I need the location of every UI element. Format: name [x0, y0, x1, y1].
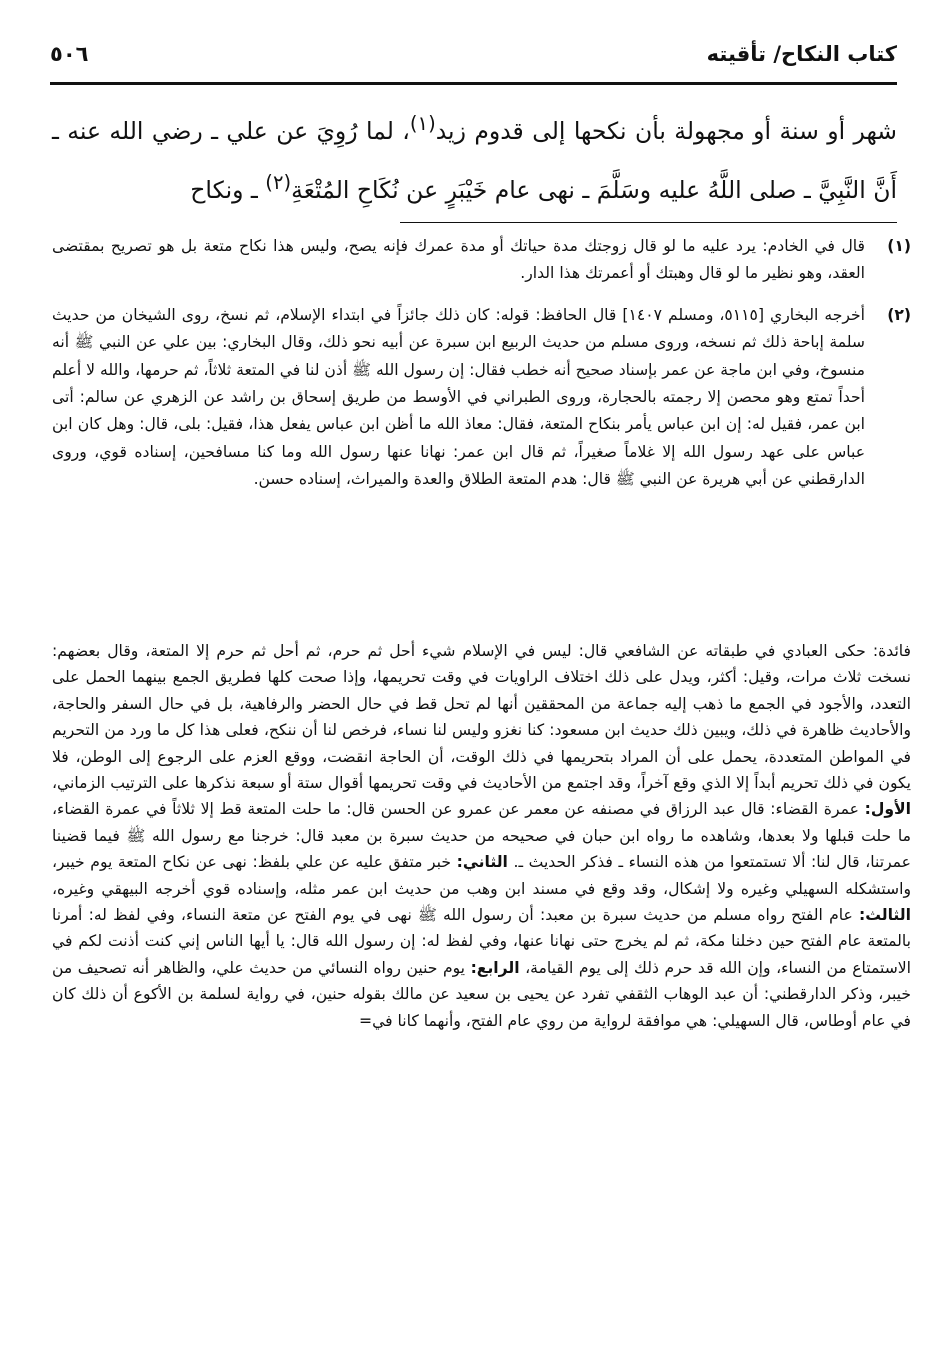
- fawaid-text-4: عام الفتح رواه مسلم من حديث سبرة بن معبد: أن رسول الله ﷺ نهى في يوم الفتح عن متعة النساء، وفي لفظ له: أمرنا بالمتعة عام الفتح حين دخلنا مكة، ثم لم يخرج حتى نهانا عنها، وفي لفظ له: إن رسول الله قال: يا أيها الناس إني كنت أذنت لكم في الاستمتاع من النساء، وإن الله قد حرم ذلك إلى يوم القيامة،: [52, 906, 911, 977]
- footnote-text: قال في الخادم: يرد عليه ما لو قال زوجتك مدة حياتك أو مدة عمرك فإنه يصح، وليس هذا نكاح متعة بل هو تصريح بمقتضى العقد، وهو نظير ما لو قال وهبتك أو أعمرتك هذا الدار.: [52, 237, 865, 283]
- footnote-2: [52, 302, 911, 494]
- footnotes: [52, 233, 911, 494]
- fawaid-text-3: خبر متفق عليه عن علي بلفظ: نهى عن نكاح المتعة يوم خيبر، واستشكله السهيلي وغيره ولا إشكال، وقد وقع في مسند ابن وهب من حديث ابن عمر مثله، وإسناده قوي أخرجه البيهقي وغيره،: [52, 853, 911, 898]
- fawaid-label-third: الثالث:: [858, 906, 911, 925]
- footnote-number: (١): [887, 237, 911, 255]
- footnote-divider: [400, 222, 897, 223]
- page-header: [50, 34, 897, 74]
- footnote-text: أخرجه البخاري [٥١١٥، ومسلم ١٤٠٧] قال الحافظ: قوله: كان ذلك جائزاً في ابتداء الإسلام، ثم نسخ، روى الشيخان من حديث سلمة إباحة ذلك ثم نسخه، وروى مسلم من حديث الربيع ابن سبرة عن أبيه نحو ذلك، وقال البخاري: بين علي عن النبي ﷺ أنه منسوخ، وفي ابن ماجة عن عمر بإسناد صحيح أنه خطب فقال: إن رسول الله ﷺ أذن لنا في المتعة ثلاثاً، ثم حرمها، والله لا أعلم أحداً تمتع وهو محصن إلا رجمته بالحجارة، وروى الطبراني في الأوسط من طريق إسحاق بن راشد عن الزهري عن سالم: أتى ابن عمر، فقيل له: إن ابن عباس يأمر بنكاح المتعة، فقال: معاذ الله ما أظن ابن عباس يفعل هذا، فقيل: بلى، قال: وهل كان ابن عباس على عهد رسول الله إلا غلاماً صغيراً، ثم قال ابن عمر: نهانا عنها رسول الله وما كنا مسافحين، إسناده قوي، وروى الدارقطني عن أبي هريرة عن النبي ﷺ قال: هدم المتعة الطلاق والعدة والميراث، إسناده حسن.: [52, 305, 866, 489]
- footnote-ref-1: (١): [409, 112, 436, 135]
- fawaid-text-5: يوم حنين رواه النسائي من حديث علي، والظاهر أنه تصحيف من خيبر، وذكر الدارقطني: أن عبد الوهاب الثقفي تفرد عن يحيى بن سعيد عن مالك بقوله حنين، في رواية لسلمة بن الأكوع أن ذلك كان في عام أوطاس، قال السهيلي: هي موافقة لرواية من روي عام الفتح، وأنهما كانا في=: [52, 958, 911, 1030]
- fawaid-label-fourth: الرابع:: [470, 958, 520, 977]
- fawaid-note: [52, 638, 911, 1034]
- main-text-part-2: ، لما رُوِيَ عن علي ـ رضي الله عنه ـ أَنَّ النَّبِيَّ ـ صلى اللَّهُ عليه وسَلَّمَ ـ نهى عام خَيْبَرٍ عن نُكَاحِ المُتْعَةِ: [52, 116, 897, 204]
- header-divider: [50, 82, 897, 85]
- fawaid-text-2: عمرة القضاء: قال عبد الرزاق في مصنفه عن معمر عن عمرو عن الحسن قال: ما حلت المتعة قط إلا ثلاثاً في عمرة القضاء، ما حلت قبلها ولا بعدها، وشاهده ما رواه ابن حبان في صحيحه من حديث سبرة بن معبد قال: خرجنا مع رسول الله ﷺ فيما قضينا عمرتنا، قال لنا: ألا تستمتعوا من هذه النساء ـ فذكر الحديث ـ.: [52, 800, 911, 872]
- fawaid-text-1: فائدة: حكى العبادي في طبقاته عن الشافعي قال: ليس في الإسلام شيء أحل ثم حرم، ثم أحل ثم حرم إلا المتعة، وقال بعضهم: نسخت ثلاث مرات، وقيل: أكثر، ويدل على ذلك اختلاف الراويات في وقت تحريمها، وإذا صحت كلها فطريق الجمع بينهما الحمل على التعدد، والأجود في الجمع ما ذهب إليه جماعة من المحققين أنها لم تحل قط في حال الحضر والرفاهية، بل في حال السفر والحاجة، والأحاديث ظاهرة في ذلك، ويبين ذلك حديث ابن مسعود: كنا نغزو وليس لنا نساء، فرخص لنا أن ننكح، فعلى هذا كل ما ورد من التحريم في المواطن المتعددة، يحمل على أن المراد بتحريمها في ذلك الوقت، أن الحاجة انقضت، ووقع العزم على الرجوع إلى الوطن، فلا يكون في ذلك تحريم أبداً إلا الذي وقع آخراً، وقد اجتمع من الأحاديث في وقت تحريمها أقوال ستة أو سبعة نذكرها على الترتيب الزماني،: [52, 642, 911, 793]
- book-title: كتاب النكاح/ تأقيته: [706, 42, 897, 66]
- main-text-part-3: ـ ونكاح: [190, 175, 266, 204]
- main-text-part-1: شهر أو سنة أو مجهولة بأن نكحها إلى قدوم زيد: [435, 116, 897, 145]
- fawaid-label-first: الأول:: [864, 800, 911, 819]
- footnote-ref-2: (٢): [265, 170, 292, 194]
- fawaid-label-second: الثاني:: [456, 853, 508, 872]
- footnote-1: [52, 233, 911, 288]
- main-text: [52, 98, 897, 216]
- page-number: ٥٠٦: [50, 42, 89, 66]
- footnote-number: (٢): [887, 305, 911, 324]
